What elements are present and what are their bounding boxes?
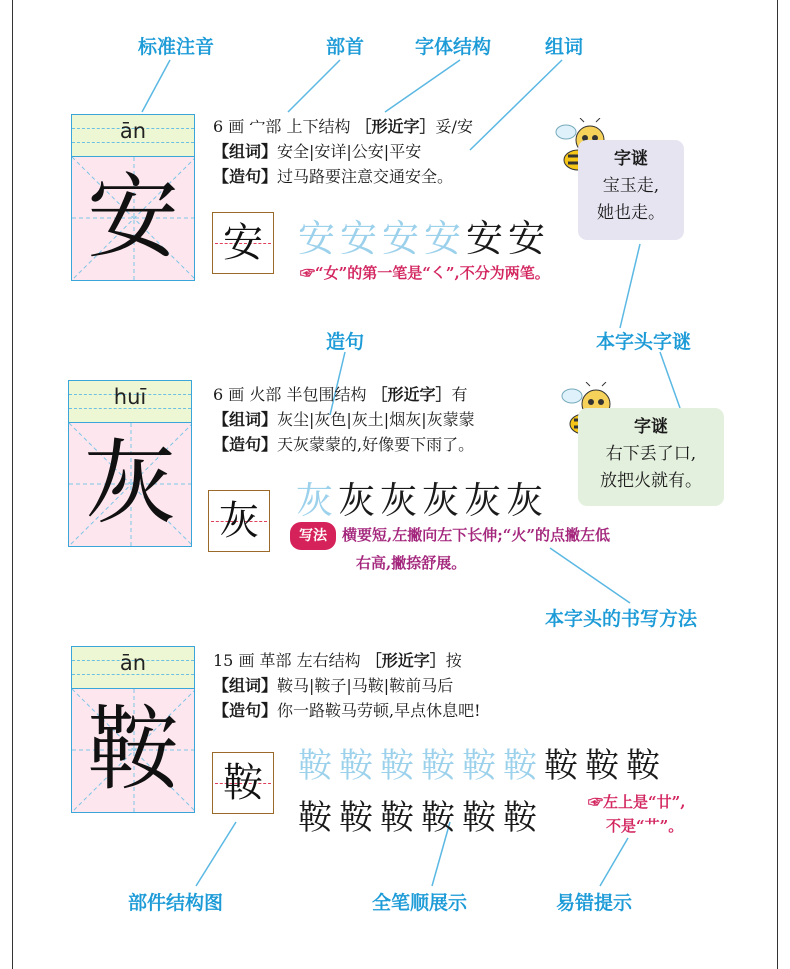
stroke-order-row-1: 鞍鞍鞍鞍鞍鞍鞍鞍鞍 (298, 746, 667, 786)
callout-structure: 字体结构 (415, 36, 492, 58)
pinyin-field (69, 381, 191, 423)
sentence-line: 【造句】过马路要注意交通安全。 (213, 167, 454, 186)
writing-badge: 写法 (290, 522, 336, 550)
entry-info (213, 114, 473, 189)
riddle-box (578, 140, 684, 240)
char-box-an (71, 114, 195, 281)
char-box-an-saddle (71, 646, 195, 813)
words-line: 【组词】鞍马|鞍子|马鞍|鞍前马后 (213, 676, 454, 695)
riddle-line: 放把火就有。 (600, 471, 702, 491)
riddle-title: 字谜 (614, 149, 648, 169)
pinyin-field (72, 115, 194, 157)
riddle-box (578, 408, 724, 506)
main-character: 鞍 (86, 696, 179, 803)
writing-method: 写法 横要短,左撇向左下长伸;“火”的点撇左低 右高,撇捺舒展。 (290, 522, 610, 576)
part-structure-box: 安 (212, 212, 274, 274)
entry-info (213, 382, 475, 457)
words-line: 【组词】灰尘|灰色|灰土|烟灰|灰蒙蒙 (213, 410, 475, 429)
stroke-order-row-2: 鞍鞍鞍鞍鞍鞍 (298, 798, 544, 838)
callout-mistake-tip: 易错提示 (556, 892, 633, 914)
stroke-radical-structure: 15 画 革部 左右结构 ［形近字］按 (213, 651, 462, 670)
riddle-line: 宝玉走, (602, 176, 660, 196)
callout-part-diagram: 部件结构图 (128, 892, 224, 914)
stroke-radical-structure: 6 画 火部 半包围结构 ［形近字］有 (213, 385, 468, 404)
pinyin-text: ān (119, 119, 147, 143)
riddle-line: 右下丢了口, (605, 444, 697, 464)
entry-info (213, 648, 481, 723)
pinyin-text: huī (113, 385, 147, 409)
callout-riddle: 本字头字谜 (596, 331, 692, 353)
callout-writing: 本字头的书写方法 (545, 608, 698, 630)
callout-words: 组词 (545, 36, 584, 58)
stroke-order-row: 安安安安安安 (298, 217, 550, 260)
sentence-line: 【造句】天灰蒙蒙的,好像要下雨了。 (213, 435, 475, 454)
stroke-radical-structure: 6 画 宀部 上下结构 ［形近字］妥/安 (213, 117, 473, 136)
callout-pinyin: 标准注音 (138, 36, 215, 58)
mistake-tip: ☞左上是“廿”, 不是“艹”。 (588, 793, 686, 835)
pinyin-text: ān (119, 651, 147, 675)
mistake-tip: ☞“女”的第一笔是“㇛”,不分为两笔。 (300, 264, 550, 282)
tianzige-grid (72, 689, 194, 812)
part-structure-box: 鞍 (212, 752, 274, 814)
main-character: 灰 (83, 430, 176, 537)
callout-stroke-order: 全笔顺展示 (372, 892, 468, 914)
pinyin-field (72, 647, 194, 689)
riddle-line: 她也走。 (597, 203, 665, 223)
part-structure-box: 灰 (208, 490, 270, 552)
riddle-title: 字谜 (634, 417, 668, 437)
sentence-line: 【造句】你一路鞍马劳顿,早点休息吧! (213, 701, 481, 720)
words-line: 【组词】安全|安详|公安|平安 (213, 142, 422, 161)
callout-radical: 部首 (326, 36, 365, 58)
main-character: 安 (86, 164, 179, 271)
callout-sentence: 造句 (326, 331, 365, 353)
stroke-order-row: 灰灰灰灰灰灰 (296, 479, 548, 522)
char-box-hui (68, 380, 192, 547)
tianzige-grid (69, 423, 191, 546)
tianzige-grid (72, 157, 194, 280)
